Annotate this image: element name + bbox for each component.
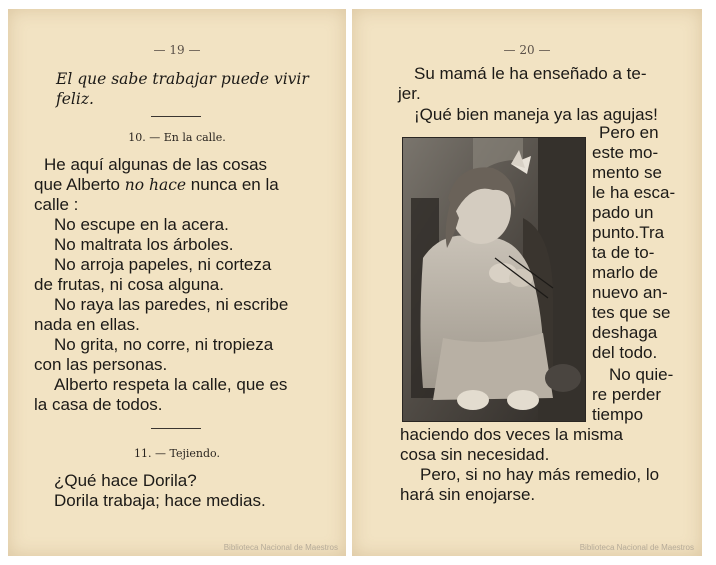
text-line: re perder <box>592 385 661 404</box>
watermark: Biblioteca Nacional de Maestros <box>223 543 338 552</box>
text-line: haciendo dos veces la misma <box>400 425 624 444</box>
text-line: deshaga <box>592 323 658 342</box>
text-line: tes que se <box>592 303 671 322</box>
text-line: ta de to- <box>592 243 655 262</box>
page-number: — 19 — <box>153 43 201 57</box>
text-fragment: nunca en la <box>186 175 279 194</box>
text-line: calle : <box>34 195 79 214</box>
text-line: nuevo an- <box>592 283 668 302</box>
maxim-line: El que sabe trabajar puede vivir <box>56 70 309 88</box>
left-page <box>8 9 346 556</box>
text-line: No quie- <box>609 365 674 384</box>
text-line: No grita, no corre, ni tropieza <box>54 335 274 354</box>
text-line: No maltrata los árboles. <box>54 235 234 254</box>
page-number: — 20 — <box>503 43 551 57</box>
text-line: este mo- <box>592 143 659 162</box>
text-line: Alberto respeta la calle, que es <box>54 375 288 394</box>
text-line: pado un <box>592 203 654 222</box>
text-line: Pero en <box>599 123 659 142</box>
text-line <box>34 175 279 195</box>
watermark: Biblioteca Nacional de Maestros <box>579 543 694 552</box>
text-line: ¡Qué bien maneja ya las agujas! <box>414 105 658 124</box>
divider <box>151 428 201 429</box>
text-line: hará sin enojarse. <box>400 485 536 504</box>
text-line: punto.Tra <box>592 223 665 242</box>
text-line: cosa sin necesidad. <box>400 445 550 464</box>
text-line: con las personas. <box>34 355 168 374</box>
section-heading: 11. — Tejiendo. <box>134 447 220 460</box>
text-line: No raya las paredes, ni escribe <box>54 295 289 314</box>
divider <box>151 116 201 117</box>
text-line: He aquí algunas de las cosas <box>44 155 268 174</box>
text-line: ¿Qué hace Dorila? <box>54 471 197 490</box>
text-line: Pero, si no hay más remedio, lo <box>420 465 660 484</box>
text-line: tiempo <box>592 405 644 424</box>
text-line: le ha esca- <box>592 183 676 202</box>
text-line: Dorila trabaja; hace medias. <box>54 491 266 510</box>
text-line: No escupe en la acera. <box>54 215 229 234</box>
text-fragment: que Alberto <box>34 175 125 194</box>
text-line: nada en ellas. <box>34 315 140 334</box>
text-line: mento se <box>592 163 662 182</box>
maxim-line: feliz. <box>56 90 94 108</box>
text-line: del todo. <box>592 343 658 362</box>
section-heading: 10. — En la calle. <box>128 131 226 144</box>
right-page <box>352 9 702 556</box>
text-line: jer. <box>398 84 421 103</box>
text-line: marlo de <box>592 263 659 282</box>
text-line: Su mamá le ha enseñado a te- <box>414 64 647 83</box>
text-line: No arroja papeles, ni corteza <box>54 255 272 274</box>
knitting-girl-illustration <box>402 137 586 422</box>
text-line: de frutas, ni cosa alguna. <box>34 275 224 294</box>
text-line: la casa de todos. <box>34 395 163 414</box>
emphasis: no hace <box>124 176 187 194</box>
